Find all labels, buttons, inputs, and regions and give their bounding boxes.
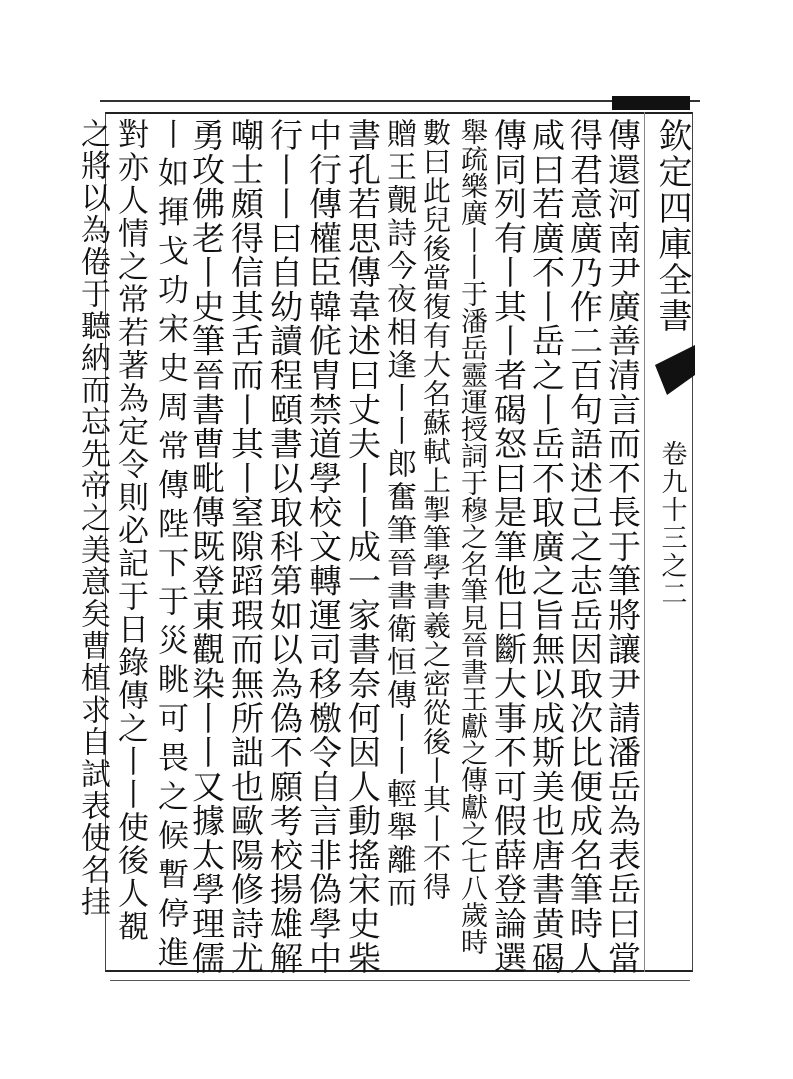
- text-column: 贈王覿詩今夜相逢丨丨郎奮筆晉書衛恒傳丨丨輕舉離而: [381, 118, 416, 910]
- text-column: 丨如揮戈功宋史周常傳陛下于災眺可畏之候暫停進: [152, 118, 188, 975]
- column-divider: [644, 112, 645, 972]
- text-column: 書孔若思傳韋述曰丈夫丨丨成一家書奈何因人動搖宋史柴: [343, 118, 382, 975]
- juan-label: 卷九十三之二: [657, 440, 687, 608]
- text-column: 對亦人情之常若著為定令則必記于日錄傳之丨丨使後人覩: [112, 118, 148, 943]
- text-column: 數曰此兒後當復有大名蘇軾上掣筆學書羲之密從後丨其丨不得: [419, 118, 452, 901]
- text-column: 咸曰若廣不丨岳之丨岳不取廣之旨無以成斯美也唐書黄碣: [527, 118, 566, 975]
- book-title: 欽定四庫全書: [652, 118, 692, 334]
- bottom-border-rule: [110, 980, 690, 981]
- text-column: 之將以為倦于聽納而忘先帝之美意矣曹植求自試表使名挂: [75, 118, 110, 918]
- text-column: 行丨丨曰自幼讀程頤書以取科第如以為偽不願考校揚雄解: [265, 118, 304, 975]
- text-column: 傳同列有丨其丨者碣怒曰是筆他日斷大事不可假薛登論選: [489, 118, 528, 975]
- top-border-rule: [100, 100, 700, 102]
- text-column: 嘲士頗得信其舌而丨其丨窒隙蹈瑕而無所詘也歐陽修詩尤: [226, 118, 265, 975]
- text-column: 傳還河南尹廣善清言而不長于筆將讓尹請潘岳為表岳曰當: [603, 118, 642, 975]
- text-column: 中行傳權臣韓侂胄禁道學校文轉運司移檄令自言非偽學中: [304, 118, 343, 975]
- text-column: 勇攻佛老丨史筆晉書曹毗傳既登東觀染丨丨又據太學理儒: [187, 118, 226, 975]
- text-column: 舉疏樂廣丨丨于潘岳靈運授詞于穆之名筆見晉書王獻之傳獻之七八歲時: [456, 118, 487, 955]
- header-ornament: [612, 96, 690, 110]
- text-column: 得君意廣乃作二百句語述己之志岳因取次比便成名筆時人: [565, 118, 604, 975]
